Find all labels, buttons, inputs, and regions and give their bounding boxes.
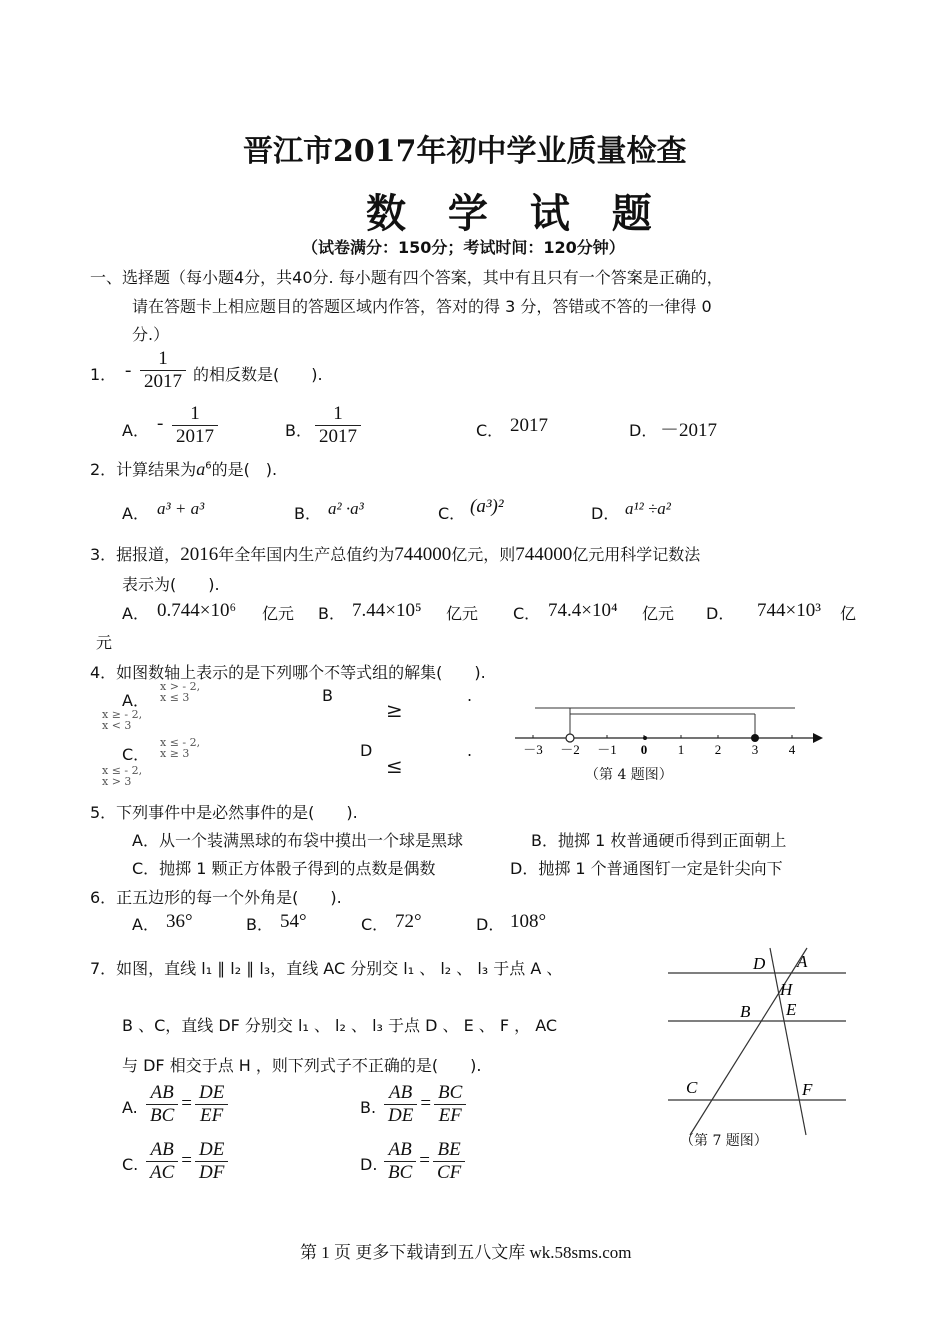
q5-option-b: B．抛掷 1 枚普通硬币得到正面朝上 xyxy=(531,831,787,850)
q7-b-right-den: EF xyxy=(438,1105,462,1126)
page-subtitle: 数 学 试 题 xyxy=(366,191,666,237)
q5-option-c: C．抛掷 1 颗正方体骰子得到的点数是偶数 xyxy=(132,859,436,878)
q7-line2: B 、C，直线 DF 分别交 l₁ 、 l₂ 、 l₃ 于点 D 、 E 、 F ， AC xyxy=(122,1016,558,1035)
q7-label-e: E xyxy=(786,1000,797,1019)
q7-d-left-den: BC xyxy=(388,1162,413,1183)
q3-b-unit: 亿元 xyxy=(446,604,479,623)
q1-stem: 的相反数是( ). xyxy=(193,365,323,384)
q1-b-fraction xyxy=(315,403,361,448)
q3-line1-mid: 年全年国内生产总值约为 xyxy=(218,545,395,564)
q4-d-sys1: x ≤ - 2, xyxy=(102,764,143,777)
q7-a-left-den: BC xyxy=(150,1105,175,1126)
q7-d-eq: = xyxy=(419,1150,430,1171)
page-footer: 第 1 页 更多下载请到五八文库 wk.58sms.com xyxy=(300,1243,632,1262)
q5-option-a: A．从一个装满黑球的布袋中摸出一个球是黑球 xyxy=(132,831,463,850)
q1-a-num: 1 xyxy=(172,403,218,426)
q2-stem xyxy=(90,457,277,480)
q4-tick-label: 0 xyxy=(640,742,648,757)
q5-option-d: D．抛掷 1 个普通图钉一定是针尖向下 xyxy=(510,859,783,878)
q7-a-eq: = xyxy=(181,1093,192,1114)
q1-a-fraction xyxy=(172,403,218,448)
q2-b-label: B． xyxy=(294,504,321,523)
q1-c-label: C． xyxy=(476,421,504,440)
q7-d-left-num: AB xyxy=(384,1139,416,1162)
q4-tick-label: 1 xyxy=(677,742,685,757)
q7-a-left-num: AB xyxy=(146,1082,178,1105)
q7-c-right-num: DE xyxy=(195,1139,228,1162)
q2-stem-var: a xyxy=(196,459,206,479)
q7-parallel-lines-figure xyxy=(660,940,860,1150)
q1-a-den: 2017 xyxy=(176,426,214,447)
q2-stem-exp: 6 xyxy=(205,460,212,472)
q6-c-label: C． xyxy=(361,915,389,934)
q7-d-right-num: BE xyxy=(433,1139,465,1162)
q6-stem: 6．正五边形的每一个外角是( ). xyxy=(90,888,342,907)
q6-b-label: B． xyxy=(246,915,273,934)
q3-line1 xyxy=(90,542,700,566)
q4-open-point xyxy=(566,734,574,742)
q1-minus: - xyxy=(125,360,132,381)
q7-label-c: C xyxy=(686,1078,698,1097)
q7-c-formula xyxy=(146,1139,228,1184)
q1-d-label: D． xyxy=(629,421,658,440)
q1-number: 1． xyxy=(90,365,117,384)
q2-a-label: A． xyxy=(122,504,149,523)
q3-c-unit: 亿元 xyxy=(642,604,675,623)
q3-line1-pre: 3．据报道， xyxy=(90,545,181,564)
q4-d-system xyxy=(102,765,142,787)
q4-b-geq: ≥ xyxy=(386,698,403,722)
q2-stem-pre: 2．计算结果为 xyxy=(90,460,197,479)
q1-b-num: 1 xyxy=(315,403,361,426)
q6-a-value: 36° xyxy=(166,911,193,932)
q7-a-formula xyxy=(146,1082,228,1127)
q7-line1: 7．如图，直线 l₁ ∥ l₂ ∥ l₃，直线 AC 分别交 l₁ 、 l₂ 、 l₃ 于点 A 、 xyxy=(90,959,563,978)
q7-label-f: F xyxy=(802,1080,813,1099)
q3-amount: 744000 xyxy=(394,544,452,565)
q7-line-df xyxy=(770,948,806,1135)
q4-c-sys1: x ≤ - 2, xyxy=(160,736,201,749)
q1-c-value: 2017 xyxy=(510,415,548,436)
q7-label-d: D xyxy=(753,954,766,973)
q2-stem-post: 的是( ). xyxy=(211,460,278,479)
q4-c-system xyxy=(160,737,200,759)
q7-b-left-num: AB xyxy=(384,1082,417,1105)
q7-label-a: A xyxy=(797,952,808,971)
q4-b-dot: . xyxy=(467,686,473,705)
q3-a-expr: 0.744×10⁶ xyxy=(157,600,237,621)
q7-a-right-num: DE xyxy=(195,1082,228,1105)
section-instruction-line2: 请在答题卡上相应题目的答题区域内作答，答对的得 3 分，答错或不答的一律得 0 xyxy=(132,297,712,316)
q3-amount2: 744000 xyxy=(515,544,573,565)
q3-c-label: C． xyxy=(513,604,541,623)
q4-b-system xyxy=(102,709,142,731)
q7-label-b: B xyxy=(740,1002,751,1021)
q7-d-formula xyxy=(384,1139,465,1184)
q4-caption: （第 4 题图） xyxy=(585,767,673,783)
q5-stem: 5．下列事件中是必然事件的是( ). xyxy=(90,803,358,822)
q7-d-right-den: CF xyxy=(437,1162,462,1183)
q7-line3: 与 DF 相交于点 H ，则下列式子不正确的是( ). xyxy=(122,1056,482,1075)
q3-d-expr: 744×10³ xyxy=(757,600,821,621)
q6-b-value: 54° xyxy=(280,911,307,932)
q4-tick-label: 3 xyxy=(751,742,759,757)
q4-c-label: C． xyxy=(122,745,150,764)
q4-a-label: A． xyxy=(122,691,149,710)
q4-tick-label: －1 xyxy=(597,742,617,757)
q7-b-formula xyxy=(384,1082,466,1127)
q4-tick-label: 2 xyxy=(714,742,722,757)
q4-tick-label: －3 xyxy=(523,742,543,757)
q3-d-label: D． xyxy=(706,604,735,623)
q7-c-left-den: AC xyxy=(150,1162,175,1183)
q7-c-label: C. xyxy=(122,1155,139,1174)
q4-b-sys1: x ≥ - 2, xyxy=(102,708,143,721)
q3-b-label: B． xyxy=(318,604,345,623)
q6-c-value: 72° xyxy=(395,911,422,932)
q2-d-expr: a¹² ÷a² xyxy=(625,499,671,518)
q2-b-expr: a² ·a³ xyxy=(328,499,364,518)
q3-c-expr: 74.4×10⁴ xyxy=(548,600,618,621)
q7-line-ac xyxy=(690,948,807,1135)
q1-b-den: 2017 xyxy=(319,426,357,447)
q1-frac-num: 1 xyxy=(140,348,186,371)
q7-a-label: A. xyxy=(122,1098,138,1117)
q7-a-right-den: EF xyxy=(200,1105,224,1126)
q4-b-sys2: x < 3 xyxy=(102,719,132,732)
q3-d-unit: 亿 xyxy=(840,604,857,623)
q2-d-label: D． xyxy=(591,504,620,523)
q7-b-left-den: DE xyxy=(388,1105,414,1126)
q6-d-value: 108° xyxy=(510,911,547,932)
q7-b-right-num: BC xyxy=(434,1082,466,1105)
q4-d-leq: ≤ xyxy=(386,754,403,778)
q3-d-wrap: 元 xyxy=(96,633,113,652)
q2-a-expr: a³ + a³ xyxy=(157,499,205,518)
q7-c-right-den: DF xyxy=(199,1162,225,1183)
q4-a-sys1: x > - 2, xyxy=(160,680,201,693)
q7-b-label: B. xyxy=(360,1098,377,1117)
q2-c-label: C． xyxy=(438,504,466,523)
page-title: 晋江市2017年初中学业质量检查 xyxy=(243,134,687,169)
q7-c-eq: = xyxy=(181,1150,192,1171)
q4-d-dot: . xyxy=(467,741,473,760)
q1-frac-den: 2017 xyxy=(144,371,182,392)
q3-year: 2016 xyxy=(180,544,219,565)
q4-d-label: D xyxy=(360,741,373,760)
q4-a-sys2: x ≤ 3 xyxy=(160,691,190,704)
q6-a-label: A． xyxy=(132,915,159,934)
q3-a-unit: 亿元 xyxy=(262,604,295,623)
q7-c-left-num: AB xyxy=(146,1139,178,1162)
q7-d-label: D. xyxy=(360,1155,378,1174)
q3-b-expr: 7.44×10⁵ xyxy=(352,600,422,621)
q1-a-minus: - xyxy=(157,413,164,434)
q4-closed-point xyxy=(751,734,759,742)
section-instruction-line3: 分.） xyxy=(132,325,170,344)
q3-line2: 表示为( ). xyxy=(122,575,220,594)
q4-tick-label: －2 xyxy=(560,742,580,757)
q6-d-label: D． xyxy=(476,915,505,934)
q4-d-sys2: x > 3 xyxy=(102,775,132,788)
q1-a-label: A． xyxy=(122,421,149,440)
q7-label-h: H xyxy=(780,980,793,999)
section-instruction-line1: 一、选择题（每小题4分，共40分. 每小题有四个答案，其中有且只有一个答案是正确的， xyxy=(90,268,723,287)
q3-line1-mid2: 亿元，则 xyxy=(451,545,516,564)
q4-a-system xyxy=(160,681,200,703)
q1-fraction xyxy=(140,348,186,393)
q4-origin-dot xyxy=(643,736,647,740)
q4-b-label: B xyxy=(322,686,333,705)
q3-line1-post: 亿元用科学记数法 xyxy=(572,545,701,564)
q1-b-label: B． xyxy=(285,421,312,440)
q7-b-eq: = xyxy=(420,1093,432,1114)
q4-c-sys2: x ≥ 3 xyxy=(160,747,190,760)
q3-a-label: A． xyxy=(122,604,149,623)
q4-axis-arrow xyxy=(813,733,823,743)
exam-info: （试卷满分：150分；考试时间：120分钟） xyxy=(302,238,625,257)
q4-stem: 4．如图数轴上表示的是下列哪个不等式组的解集( ). xyxy=(90,663,486,682)
q2-c-expr: (a³)² xyxy=(470,496,504,517)
q4-tick-label: 4 xyxy=(788,742,796,757)
q1-d-value: －2017 xyxy=(660,420,718,441)
q7-caption: （第 7 题图） xyxy=(680,1133,768,1149)
